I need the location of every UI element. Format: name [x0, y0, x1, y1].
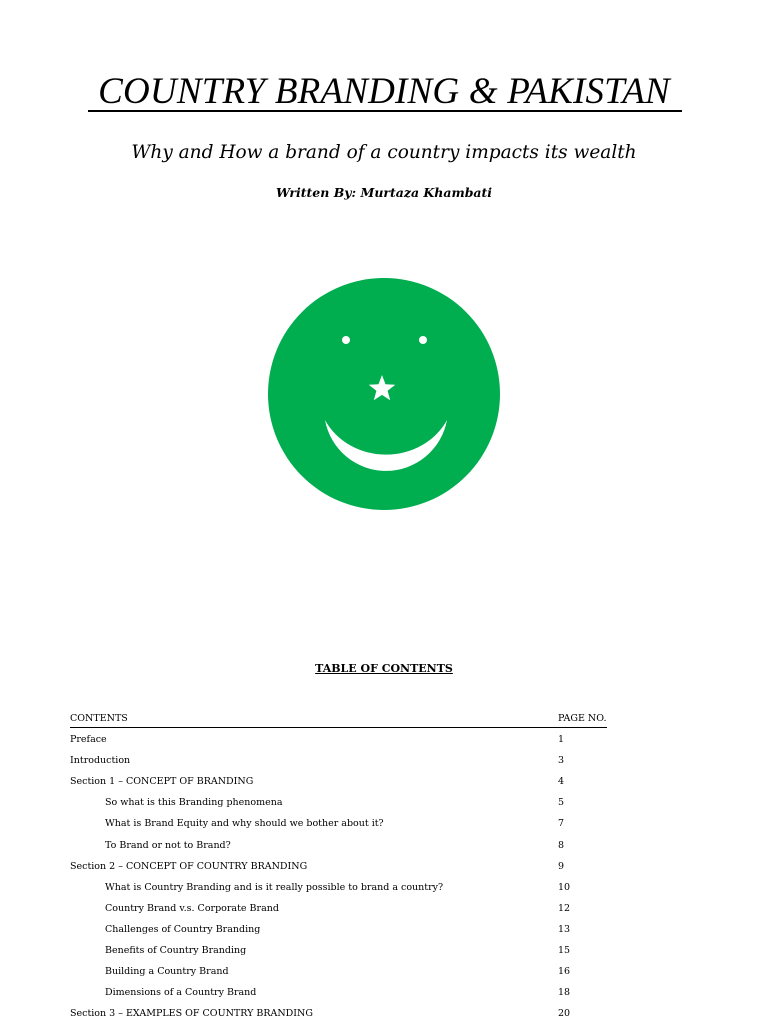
toc-entry-page: 7: [558, 818, 565, 830]
toc-entry: [70, 943, 610, 964]
toc-entry-label: What is Brand Equity and why should we bother about it?: [105, 818, 384, 830]
toc-entry-label: Introduction: [70, 755, 131, 767]
toc-entry-page: 16: [558, 966, 571, 978]
toc-entry: [70, 753, 610, 774]
toc-entry-label: What is Country Branding and is it really possible to brand a country?: [105, 881, 444, 893]
toc-entry: [70, 732, 610, 753]
document-title: COUNTRY BRANDING & PAKISTAN: [98, 71, 670, 112]
toc-entry-label: Building a Country Brand: [105, 966, 229, 978]
page-column-header: PAGE NO.: [558, 711, 607, 728]
toc-entry-label: Country Brand v.s. Corporate Brand: [105, 902, 279, 914]
toc-entry-label: Section 2 – CONCEPT OF COUNTRY BRANDING: [70, 860, 308, 872]
toc-entry-label: Benefits of Country Branding: [105, 945, 247, 957]
toc-entry: [70, 901, 610, 922]
toc-entry-page: 5: [558, 797, 565, 809]
toc-heading: TABLE OF CONTENTS: [315, 662, 453, 675]
toc-entry-page: 1: [558, 734, 565, 746]
toc-entry: [70, 859, 610, 880]
contents-column-header: CONTENTS: [70, 711, 558, 728]
toc-entry-page: 4: [558, 776, 565, 788]
left-eye: [342, 336, 350, 344]
toc-entry: [70, 774, 610, 795]
toc-entry-page: 9: [558, 860, 565, 872]
toc-entry-label: Challenges of Country Branding: [105, 923, 261, 935]
toc-entry: [70, 922, 610, 943]
table-of-contents: [70, 711, 610, 1027]
toc-entry-label: So what is this Branding phenomena: [105, 797, 283, 809]
toc-entry: [70, 964, 610, 985]
toc-entry: [70, 985, 610, 1006]
author-line: Written By: Murtaza Khambati: [275, 185, 493, 200]
toc-entry-page: 13: [558, 923, 571, 935]
toc-entry-label: Section 1 – CONCEPT OF BRANDING: [70, 776, 254, 788]
toc-entry-page: 8: [558, 839, 565, 851]
toc-entry: [70, 795, 610, 816]
toc-entry: [70, 838, 610, 859]
right-eye: [419, 336, 427, 344]
toc-entry-label: Dimensions of a Country Brand: [105, 987, 257, 999]
toc-entry-page: 12: [558, 902, 571, 914]
toc-entry-page: 15: [558, 945, 571, 957]
toc-entry-label: Preface: [70, 734, 107, 746]
title-underline: [88, 110, 682, 112]
toc-entry-page: 3: [558, 755, 565, 767]
toc-entry-page: 10: [558, 881, 571, 893]
toc-entry-page: 20: [558, 1008, 571, 1020]
toc-entry: [70, 816, 610, 837]
smiley-crescent-star-icon: [268, 278, 500, 510]
toc-column-headers: [70, 711, 610, 732]
toc-entry-page: 18: [558, 987, 571, 999]
toc-entry: [70, 880, 610, 901]
toc-entry-label: Section 3 – EXAMPLES OF COUNTRY BRANDING: [70, 1008, 313, 1020]
document-subtitle: Why and How a brand of a country impacts its wealth: [131, 142, 637, 163]
toc-entry-label: To Brand or not to Brand?: [105, 839, 231, 851]
